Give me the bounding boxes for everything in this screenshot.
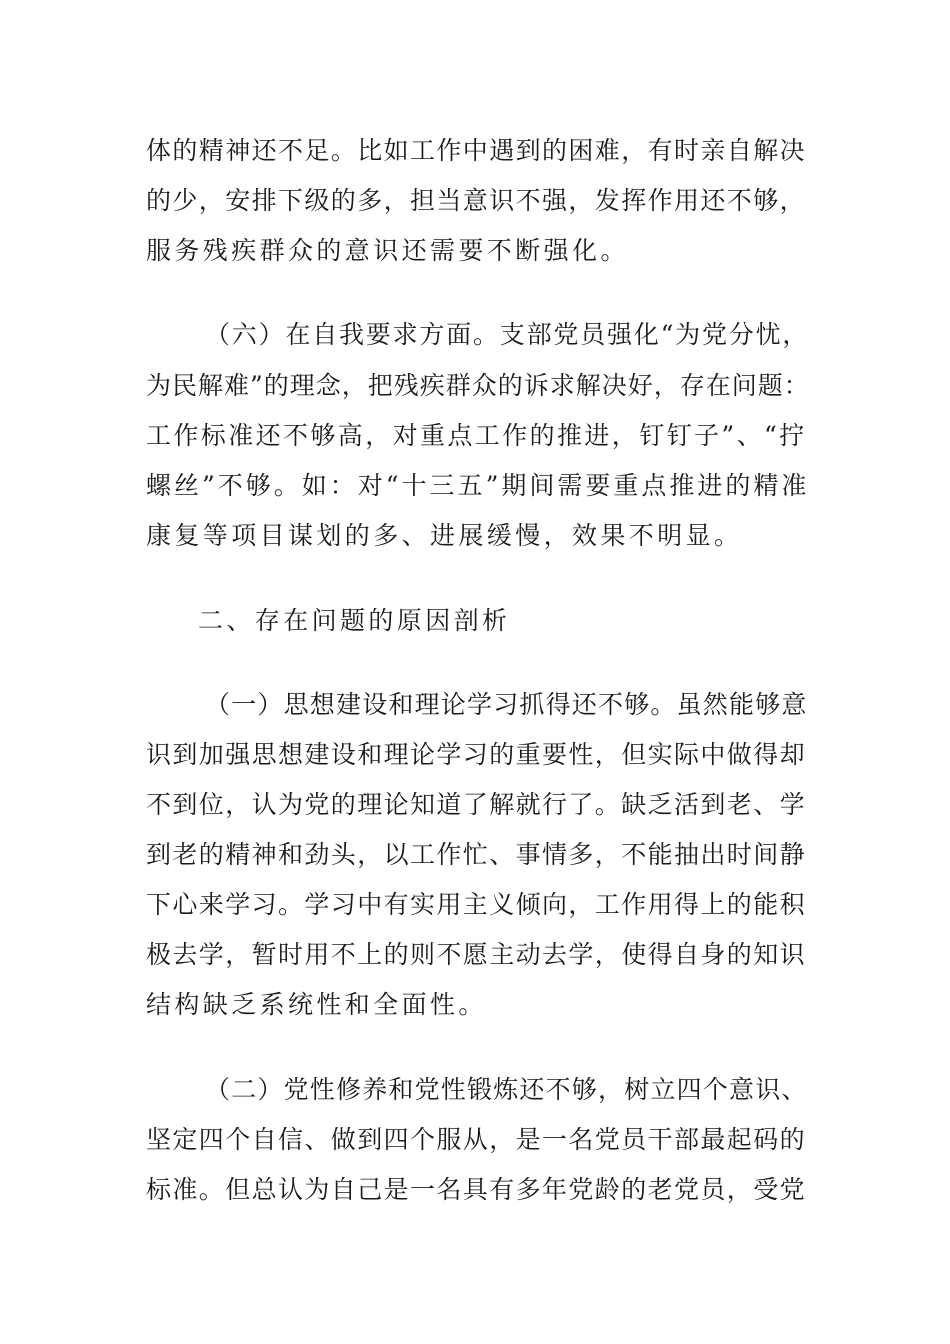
paragraph-line: 到老的精神和劲头，以工作忙、事情多，不能抽出时间静 [146, 840, 807, 869]
paragraph-line: 康复等项目谋划的多、进展缓慢，效果不明显。 [146, 521, 743, 550]
paragraph-line: 标准。但总认为自己是一名具有多年党龄的老党员，受党 [146, 1175, 807, 1204]
section-heading: 二、存在问题的原因剖析 [198, 606, 511, 635]
paragraph-line: 螺丝”不够。如：对“十三五”期间需要重点推进的精准 [146, 471, 810, 500]
paragraph-line: 为民解难”的理念，把残疾群众的诉求解决好，存在问题： [146, 371, 810, 400]
paragraph-line: 下心来学习。学习中有实用主义倾向，工作用得上的能积 [146, 890, 807, 919]
paragraph-line: 体的精神还不足。比如工作中遇到的困难，有时亲自解决 [146, 136, 807, 165]
paragraph-line: 极去学，暂时用不上的则不愿主动去学，使得自身的知识 [146, 940, 807, 969]
paragraph-line: 识到加强思想建设和理论学习的重要性，但实际中做得却 [146, 740, 807, 769]
paragraph-line: （二）党性修养和党性锻炼还不够，树立四个意识、 [205, 1075, 808, 1104]
paragraph-line: 服务残疾群众的意识还需要不断强化。 [146, 236, 629, 265]
paragraph-line: 结构缺乏系统性和全面性。 [146, 990, 487, 1019]
paragraph-line: （一）思想建设和理论学习抓得还不够。虽然能够意 [205, 690, 808, 719]
paragraph-line: 工作标准还不够高，对重点工作的推进，钉钉子”、“拧 [146, 421, 807, 450]
paragraph-line: 坚定四个自信、做到四个服从，是一名党员干部最起码的 [146, 1125, 807, 1154]
paragraph-line: 不到位，认为党的理论知道了解就行了。缺乏活到老、学 [146, 790, 807, 819]
paragraph-line: 的少，安排下级的多，担当意识不强，发挥作用还不够， [146, 186, 807, 215]
paragraph-line: （六）在自我要求方面。支部党员强化“为党分忧， [205, 320, 810, 349]
